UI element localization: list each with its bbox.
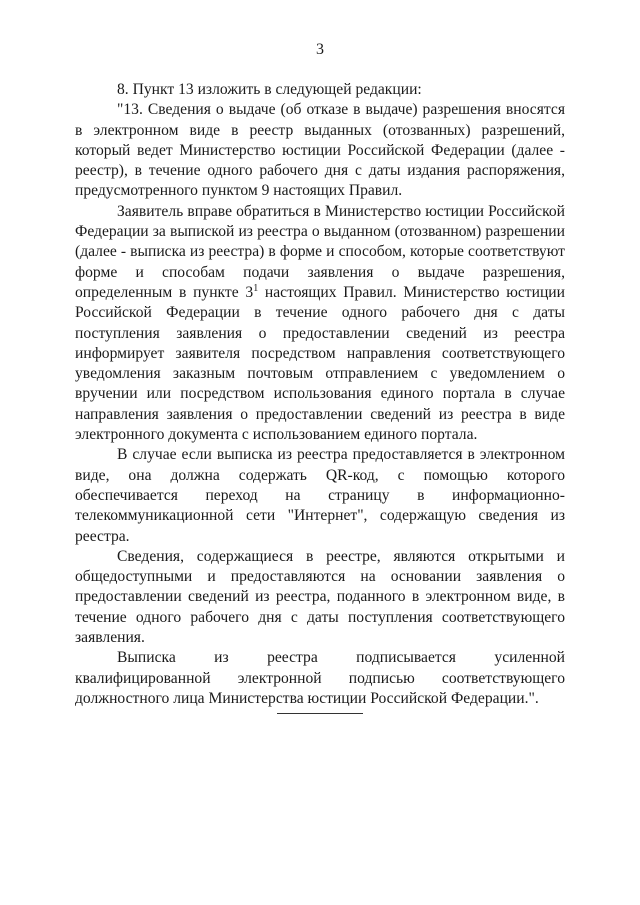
superscript-reference: 1 — [253, 282, 259, 294]
paragraph-applicant-request — [75, 202, 565, 446]
paragraph-signature: Выписка из реестра подписывается усиленной квалифицированной электронной подписью соответствующего должностного лица Министерства юстиции Российской Федерации.". — [75, 649, 565, 707]
paragraph-open-data: Сведения, содержащиеся в реестре, являются открытыми и общедоступными и предоставляются на основании заявления о предоставлении сведений из реестра, поданного в электронном виде, в течение одного рабочего дня с даты поступления соответствующего заявления. — [75, 547, 565, 647]
paragraph-electronic-extract: В случае если выписка из реестра предоставляется в электронном виде, она должна содержать QR-код, с помощью которого обеспечивается переход на страницу в информационно-телекоммуникационной сети "Интернет", содержащую сведения из реестра. — [75, 446, 565, 545]
amendment-heading: 8. Пункт 13 изложить в следующей редакции: — [117, 81, 422, 98]
page-number: 3 — [316, 41, 324, 58]
paragraph-text-after-reference: настоящих Правил. Министерство юстиции Российской Федерации в течение одного рабочего дня с даты поступления заявления о предоставлении сведений из реестра информирует заявителя посредством направления соответствующего уведомления заказным почтовым отправлением с уведомлением о вручении или посредством использования единого портала в случае направления заявления о предоставлении сведений из реестра в виде электронного документа с использованием единого портала. — [75, 283, 565, 444]
paragraph-text-before-reference: Заявитель вправе обратиться в Министерство юстиции Российской Федерации за выпиской из реестра о выданном (отозванном) разрешении (далее - выписка из реестра) в форме и способом, которые соответствуют форме и способам подачи заявления о выдаче разрешения, определенным в пункте 3 — [75, 202, 565, 301]
end-of-text-rule — [277, 713, 363, 714]
paragraph-registry-entry: "13. Сведения о выдаче (об отказе в выдаче) разрешения вносятся в электронном виде в реестр выданных (отозванных) разрешений, который ведет Министерство юстиции Российской Федерации (далее - реестр), в течение одного рабочего дня с даты издания распоряжения, предусмотренного пунктом 9 настоящих Правил. — [75, 101, 565, 200]
document-body — [75, 80, 565, 709]
